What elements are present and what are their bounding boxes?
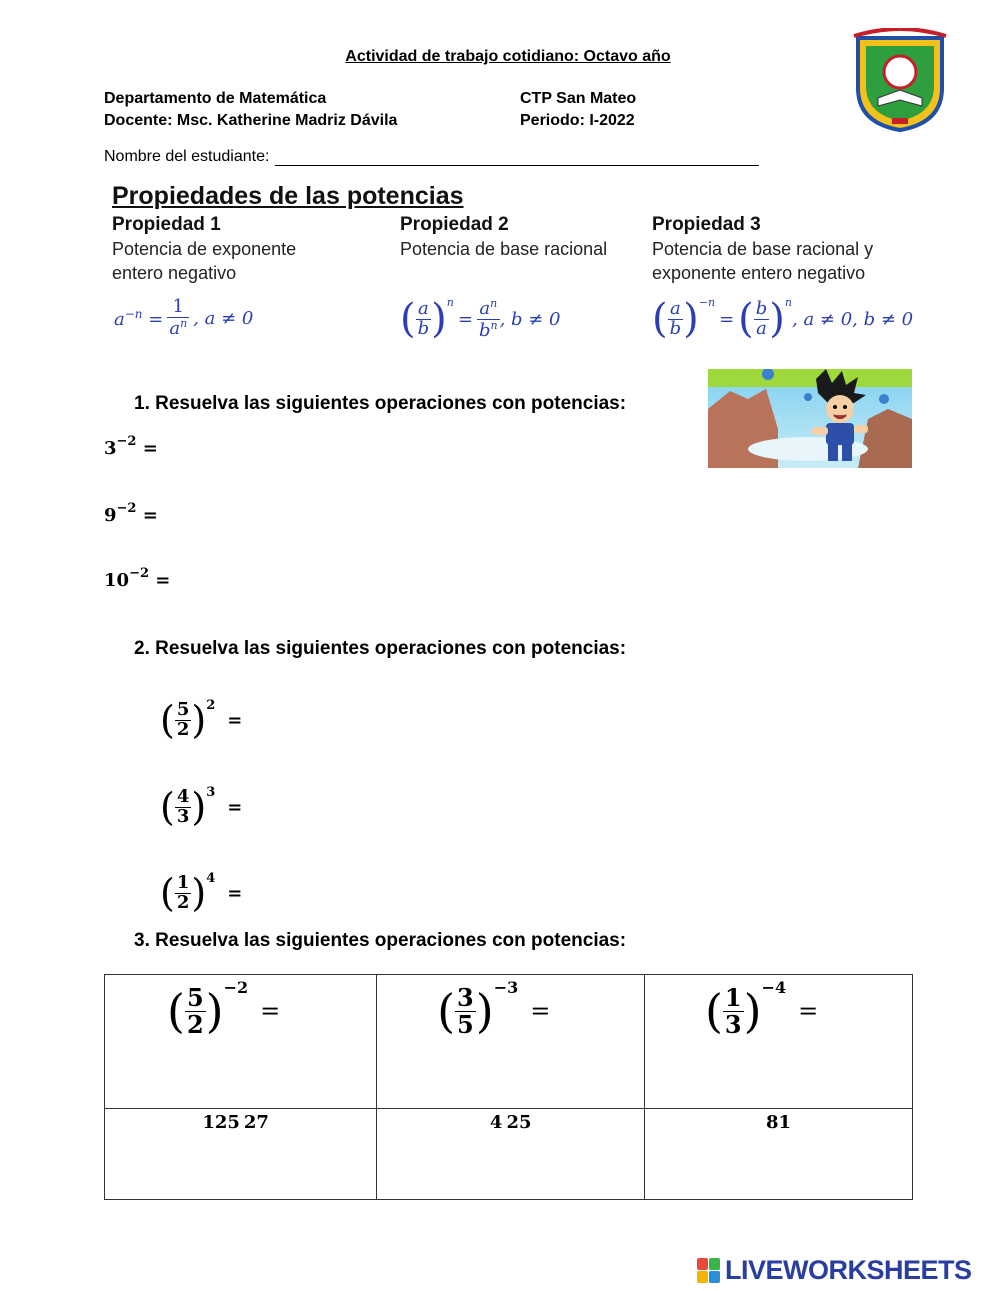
exercise-2-1-exponent: 2 (206, 698, 216, 713)
equals-sign: = (227, 882, 243, 904)
exercise-3-2-denominator: 5 (457, 1009, 474, 1039)
exercise-3-3-denominator: 3 (724, 1009, 742, 1039)
property-3-desc-line2: exponente entero negativo (652, 263, 866, 283)
page-title: Actividad de trabajo cotidiano: Octavo año (345, 48, 671, 65)
cartoon-illustration (708, 369, 912, 468)
property-3-heading: Propiedad 3 (652, 214, 761, 235)
exercise-1-1-exponent: −2 (116, 434, 137, 449)
answer-2-denominator: 25 (506, 1112, 532, 1133)
equals-sign: = (260, 997, 281, 1025)
exercise-3-1-denominator: 2 (186, 1009, 204, 1039)
exercise-1-3[interactable] (104, 566, 171, 591)
formula-2-condition: , b ≠ 0 (499, 308, 561, 330)
teacher-label: Docente: Msc. Katherine Madriz Dávila (104, 112, 398, 129)
formula-3-condition: , a ≠ 0, b ≠ 0 (792, 308, 914, 330)
equals-sign: = (142, 438, 158, 459)
answer-2-numerator: 4 (489, 1112, 503, 1133)
exercise-3-2-exponent: −3 (493, 978, 519, 997)
exercise-2-1-denominator: 2 (176, 718, 190, 740)
exercise-1-2-base: 9 (104, 505, 117, 526)
answer-cell-2[interactable] (377, 1109, 645, 1200)
exercise-1-2[interactable] (104, 501, 158, 526)
property-3-desc-line1: Potencia de base racional y (652, 239, 874, 259)
exercise-1-2-exponent: −2 (116, 501, 137, 516)
property-1-desc-line2: entero negativo (112, 263, 237, 283)
liveworksheets-logo (697, 1255, 972, 1286)
school-label: CTP San Mateo (520, 90, 637, 107)
exercise-3-3-exponent: −4 (761, 978, 787, 997)
answer-cell-1[interactable] (105, 1109, 377, 1200)
exercise-3-1-numerator: 5 (186, 983, 204, 1013)
exercise-2-2-numerator: 4 (176, 785, 190, 807)
student-name-input-line[interactable] (275, 151, 759, 166)
exercise-2-2[interactable]: ( $\frac{4}{3}$ ) $^3$ = (160, 785, 243, 829)
equals-sign: = (798, 997, 819, 1025)
answer-cell-3[interactable] (645, 1109, 913, 1200)
school-crest-logo (850, 28, 950, 132)
exercise-2-1-numerator: 5 (176, 698, 190, 720)
section-2-heading: 2. Resuelva las siguientes operaciones con potencias: (134, 638, 627, 659)
property-1-heading: Propiedad 1 (112, 214, 221, 235)
answer-1-denominator: 27 (243, 1112, 269, 1133)
property-2-desc-line1: Potencia de base racional (400, 239, 608, 259)
exercise-1-1-base: 3 (104, 438, 117, 459)
exercise-3-3-numerator: 1 (724, 983, 742, 1013)
exercise-2-2-exponent: 3 (206, 785, 216, 800)
department-label: Departamento de Matemática (104, 90, 327, 107)
exercise-2-1[interactable]: ( $\frac{5}{2}$ ) $^2$ = (160, 698, 243, 742)
equals-sign: = (227, 709, 243, 731)
student-name-label: Nombre del estudiante: (104, 148, 270, 165)
equals-sign: = (155, 570, 171, 591)
equals-sign: = (142, 505, 158, 526)
answer-1-numerator: 125 (202, 1112, 240, 1133)
formula-property-1: $a^{-n}$ = $\frac{1}{a^n}$ , a ≠ 0 (114, 296, 254, 339)
period-label: Periodo: I-2022 (520, 112, 635, 129)
exercise-3-2-numerator: 3 (457, 983, 474, 1013)
exercise-2-3-denominator: 2 (176, 891, 190, 913)
exercise-1-3-base: 10 (104, 570, 130, 591)
exercise-2-3[interactable]: ( $\frac{1}{2}$ ) $^4$ = (160, 871, 243, 915)
answer-3-value: 81 (766, 1112, 792, 1133)
student-name-row (104, 148, 759, 166)
property-2-heading: Propiedad 2 (400, 214, 509, 235)
properties-title: Propiedades de las potencias (112, 182, 464, 210)
exercise-3-cell-3: ( $\frac{1}{3}$ ) $^{-4}$ = (645, 975, 913, 1109)
formula-1-condition: , a ≠ 0 (193, 307, 254, 329)
property-1-desc-line1: Potencia de exponente (112, 239, 297, 259)
liveworksheets-brand: LIVEWORKSHEETS (725, 1255, 972, 1285)
exercise-1-1[interactable] (104, 434, 158, 459)
equals-sign: = (530, 997, 551, 1025)
exercise-1-3-exponent: −2 (129, 566, 150, 581)
exercise-2-3-numerator: 1 (176, 871, 190, 893)
exercise-3-1-exponent: −2 (223, 978, 249, 997)
equals-sign: = (227, 796, 243, 818)
exercise-3-cell-1: ( $\frac{5}{2}$ ) $^{-2}$ = (105, 975, 377, 1109)
exercise-3-cell-2: ( $\frac{3}{5}$ ) $^{-3}$ = (377, 975, 645, 1109)
section-3-heading: 3. Resuelva las siguientes operaciones con potencias: (134, 930, 627, 951)
formula-property-3: ( $\frac{a}{b}$ ) $^{-n}$ = ( $\frac{b}{a}$ ) $^n$ , a ≠ 0, b ≠ 0 (652, 296, 914, 342)
exercise-3-table (104, 974, 913, 1200)
section-1-heading: 1. Resuelva las siguientes operaciones con potencias: (134, 393, 627, 414)
exercise-2-2-denominator: 3 (176, 805, 190, 827)
exercise-2-3-exponent: 4 (206, 871, 216, 886)
formula-property-2: ( $\frac{a}{b}$ ) $^n$ = $\frac{a^n}{b^n}$ , b ≠ 0 (400, 296, 561, 342)
liveworksheets-icon (697, 1258, 721, 1284)
